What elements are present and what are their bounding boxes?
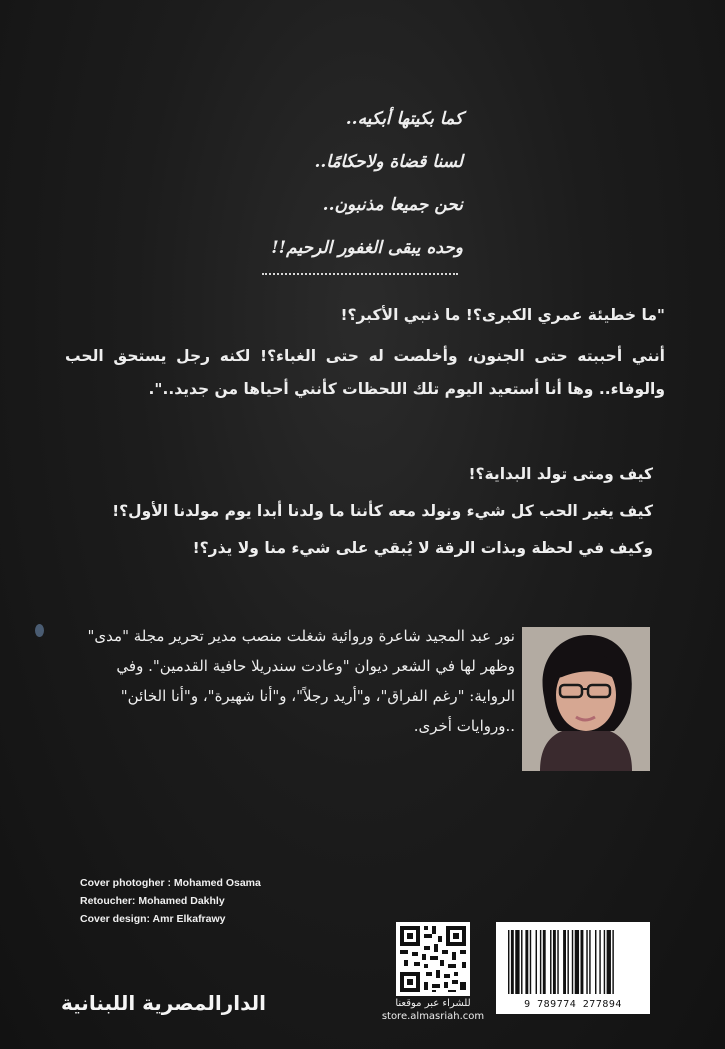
qr-caption	[380, 997, 486, 1023]
barcode-bar	[589, 930, 590, 994]
poem-block	[163, 98, 463, 270]
credit-design: Cover design: Amr Elkafrawy	[80, 913, 226, 925]
barcode-bar	[567, 930, 568, 994]
barcode-bar	[572, 930, 573, 994]
author-portrait-illustration	[522, 627, 650, 771]
barcode-bar	[599, 930, 600, 994]
barcode-bar	[511, 930, 514, 994]
barcode-bar	[536, 930, 537, 994]
qr-code-icon	[396, 922, 470, 996]
decorative-dot	[35, 624, 44, 637]
cover-credits	[80, 874, 261, 928]
barcode-bar	[553, 930, 556, 994]
barcode-bar	[575, 930, 579, 994]
barcode-bar	[595, 930, 596, 994]
question-line: وكيف في لحظة وبذات الرقة لا يُبقي على شيء منا ولا يذر؟!	[192, 539, 653, 557]
author-bio	[85, 621, 515, 741]
bio-line: الرواية: "رغم الفراق"، و"أريد رجلاً"، و"أنا شهيرة"، و"أنا الخائن"	[120, 687, 515, 705]
credit-retoucher: Retoucher: Mohamed Dakhly	[80, 895, 225, 907]
question-line: كيف ومتى تولد البداية؟!	[468, 465, 653, 483]
quote-block	[65, 300, 665, 406]
poem-line: نحن جميعا مذنبون..	[322, 195, 463, 215]
bio-line: وظهر لها في الشعر ديوان "وعادت سندريلا حافية القدمين". وفي	[116, 657, 515, 675]
bio-line: ..وروايات أخرى.	[413, 717, 515, 735]
barcode-bar	[525, 930, 528, 994]
isbn-barcode	[496, 922, 650, 1014]
credit-photographer: Cover photogher : Mohamed Osama	[80, 877, 261, 889]
qr-caption-url[interactable]: store.almasriah.com	[381, 1011, 485, 1022]
questions-block	[53, 456, 653, 567]
quote-body: أنني أحببته حتى الجنون، وأخلصت له حتى الغباء؟! لكنه رجل يستحق الحب والوفاء.. وها أنا أستعيد اليوم تلك اللحظات كأنني أحياها من جديد..".	[65, 347, 665, 398]
barcode-bar	[530, 930, 531, 994]
question-line: كيف يغير الحب كل شيء ونولد معه كأننا ما ولدنا أبدا يوم مولدنا الأول؟!	[112, 502, 653, 520]
isbn-number: 9 789774 277894	[524, 999, 622, 1010]
qr-code[interactable]	[396, 922, 470, 996]
barcode-bar	[540, 930, 541, 994]
barcode-icon	[496, 922, 650, 998]
barcode-bar	[581, 930, 584, 994]
barcode-bar	[612, 930, 613, 994]
barcode-bar	[550, 930, 551, 994]
barcode-bar	[586, 930, 587, 994]
poem-line: لسنا قضاة ولاحكامًا..	[314, 152, 463, 172]
barcode-bar	[607, 930, 611, 994]
bio-line: نور عبد المجيد شاعرة وروائية شغلت منصب مدير تحرير مجلة "مدى"	[87, 627, 515, 645]
quote-heading: "ما خطيئة عمري الكبرى؟! ما ذنبي الأكبر؟!	[340, 306, 665, 324]
barcode-bar	[508, 930, 509, 994]
barcode-bar	[515, 930, 519, 994]
publisher-logo-text: الدارالمصرية اللبنانية	[61, 991, 266, 1015]
poem-line: كما بكيتها أبكيه..	[345, 109, 463, 129]
qr-caption-arabic: للشراء عبر موقعنا	[395, 998, 471, 1009]
barcode-bar	[604, 930, 605, 994]
dotted-divider	[262, 273, 458, 275]
poem-line: وحده يبقى الغفور الرحيم!!	[271, 238, 463, 258]
barcode-bar	[521, 930, 522, 994]
barcode-bar	[563, 930, 566, 994]
barcode-bar	[557, 930, 558, 994]
publisher-logo	[61, 985, 266, 1021]
barcode-bar	[543, 930, 546, 994]
author-photo	[522, 627, 650, 771]
